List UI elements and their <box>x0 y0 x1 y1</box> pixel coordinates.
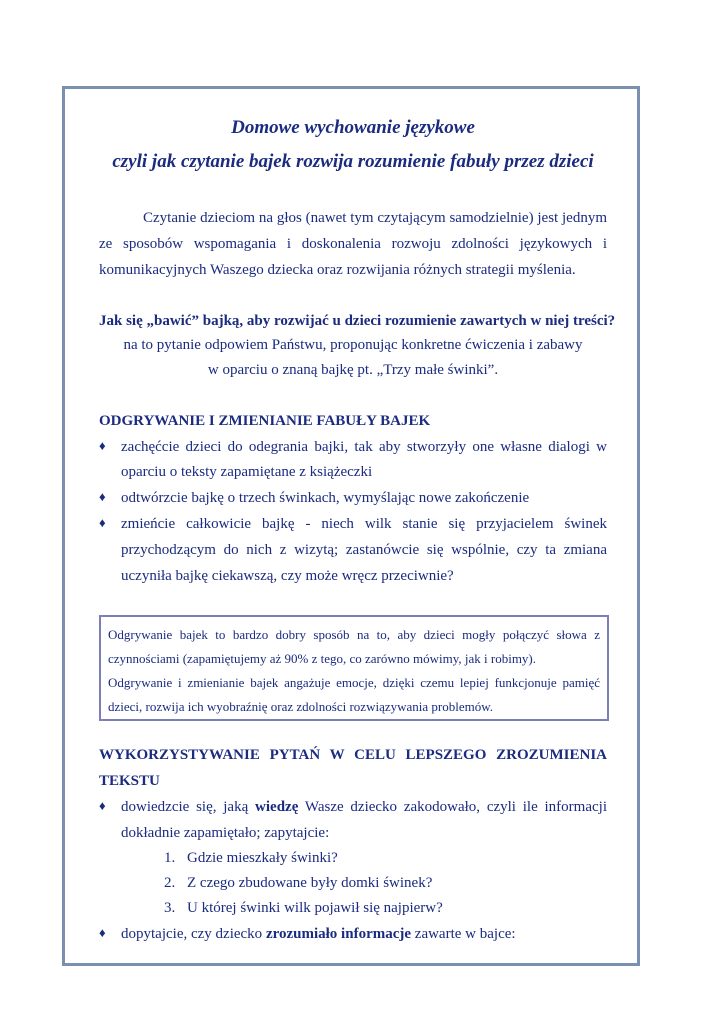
intro-line-3: komunikacyjnych Waszego dziecka oraz rozwijania różnych strategii myślenia. <box>99 262 576 278</box>
title-line-1: Domowe wychowanie językowe <box>231 117 475 138</box>
section1-bullet3-line1: zmieńcie całkowicie bajkę - niech wilk stanie się przyjacielem świnek <box>121 516 607 532</box>
info-box-line-3: Odgrywanie i zmienianie bajek angażuje emocje, dzięki czemu lepiej funkcjonuje pamięć <box>108 675 600 690</box>
question-text-3: U której świnki wilk pojawił się najpierw? <box>187 900 443 916</box>
intro-line-1: Czytanie dzieciom na głos (nawet tym czytającym samodzielnie) jest jednym <box>143 210 607 226</box>
section2-bullet1-line1 <box>121 794 607 820</box>
section1-heading: ODGRYWANIE I ZMIENIANIE FABUŁY BAJEK <box>99 413 431 429</box>
section2-bullet1-bold: wiedzę <box>255 799 299 815</box>
info-box <box>99 615 609 721</box>
section1-bullet3-line3: uczyniła bajkę ciekawszą, czy może wręcz przeciwnie? <box>121 568 454 584</box>
bullet-icon: ♦ <box>99 515 106 530</box>
question-text-2: Z czego zbudowane były domki świnek? <box>187 875 433 891</box>
title-line-2: czyli jak czytanie bajek rozwija rozumienie fabuły przez dzieci <box>112 151 594 172</box>
bullet-icon: ♦ <box>99 925 106 940</box>
info-box-line-2: czynnościami (zapamiętujemy aż 90% z tego, co zarówno mówimy, jak i robimy). <box>108 651 537 666</box>
section2-bullet2 <box>121 921 629 947</box>
section2-bullet1-line2: dokładnie zapamiętało; zapytajcie: <box>121 825 330 841</box>
section1-bullet1-line1: zachęćcie dzieci do odegrania bajki, tak aby stworzyły one własne dialogi w <box>121 439 607 455</box>
section2-bullet2-bold: zrozumiało informacje <box>265 926 412 942</box>
question-number-1: 1. <box>164 850 176 866</box>
answer-line-1: na to pytanie odpowiem Państwu, proponując konkretne ćwiczenia i zabawy <box>123 337 583 353</box>
section2-bullet1-text-b: Wasze dziecko zakodowało, czyli ile informacji <box>298 799 607 815</box>
bullet-icon: ♦ <box>99 798 106 813</box>
intro-line-2: ze sposobów wspomagania i doskonalenia rozwoju zdolności językowych i <box>99 236 607 252</box>
section2-heading-line-1: WYKORZYSTYWANIE PYTAŃ W CELU LEPSZEGO ZROZUMIENIA <box>99 747 607 763</box>
section2-bullet1-text-a: dowiedzcie się, jaką <box>121 799 256 815</box>
question-number-3: 3. <box>164 900 176 916</box>
bullet-icon: ♦ <box>99 438 106 453</box>
info-box-line-1: Odgrywanie bajek to bardzo dobry sposób na to, aby dzieci mogły połączyć słowa z <box>108 627 600 642</box>
question-text-1: Gdzie mieszkały świnki? <box>187 850 338 866</box>
section2-bullet2-text-a: dopytajcie, czy dziecko <box>121 926 266 942</box>
bullet-icon: ♦ <box>99 489 106 504</box>
question-heading: Jak się „bawić” bajką, aby rozwijać u dzieci rozumienie zawartych w niej treści? <box>99 313 616 329</box>
section1-bullet3-line2: przychodzącym do nich z wizytą; zastanówcie się wspólnie, czy ta zmiana <box>121 542 607 558</box>
section1-bullet1-line2: oparciu o teksty zapamiętane z książeczki <box>121 464 373 480</box>
question-number-2: 2. <box>164 875 176 891</box>
section1-bullet2: odtwórzcie bajkę o trzech świnkach, wymyślając nowe zakończenie <box>121 490 530 506</box>
info-box-line-4: dzieci, rozwija ich wyobraźnię oraz zdolności rozwiązywania problemów. <box>108 699 494 714</box>
section2-bullet2-text-b: zawarte w bajce: <box>411 926 516 942</box>
section2-heading-line-2: TEKSTU <box>99 773 160 789</box>
answer-line-2: w oparciu o znaną bajkę pt. „Trzy małe świnki”. <box>207 362 499 378</box>
